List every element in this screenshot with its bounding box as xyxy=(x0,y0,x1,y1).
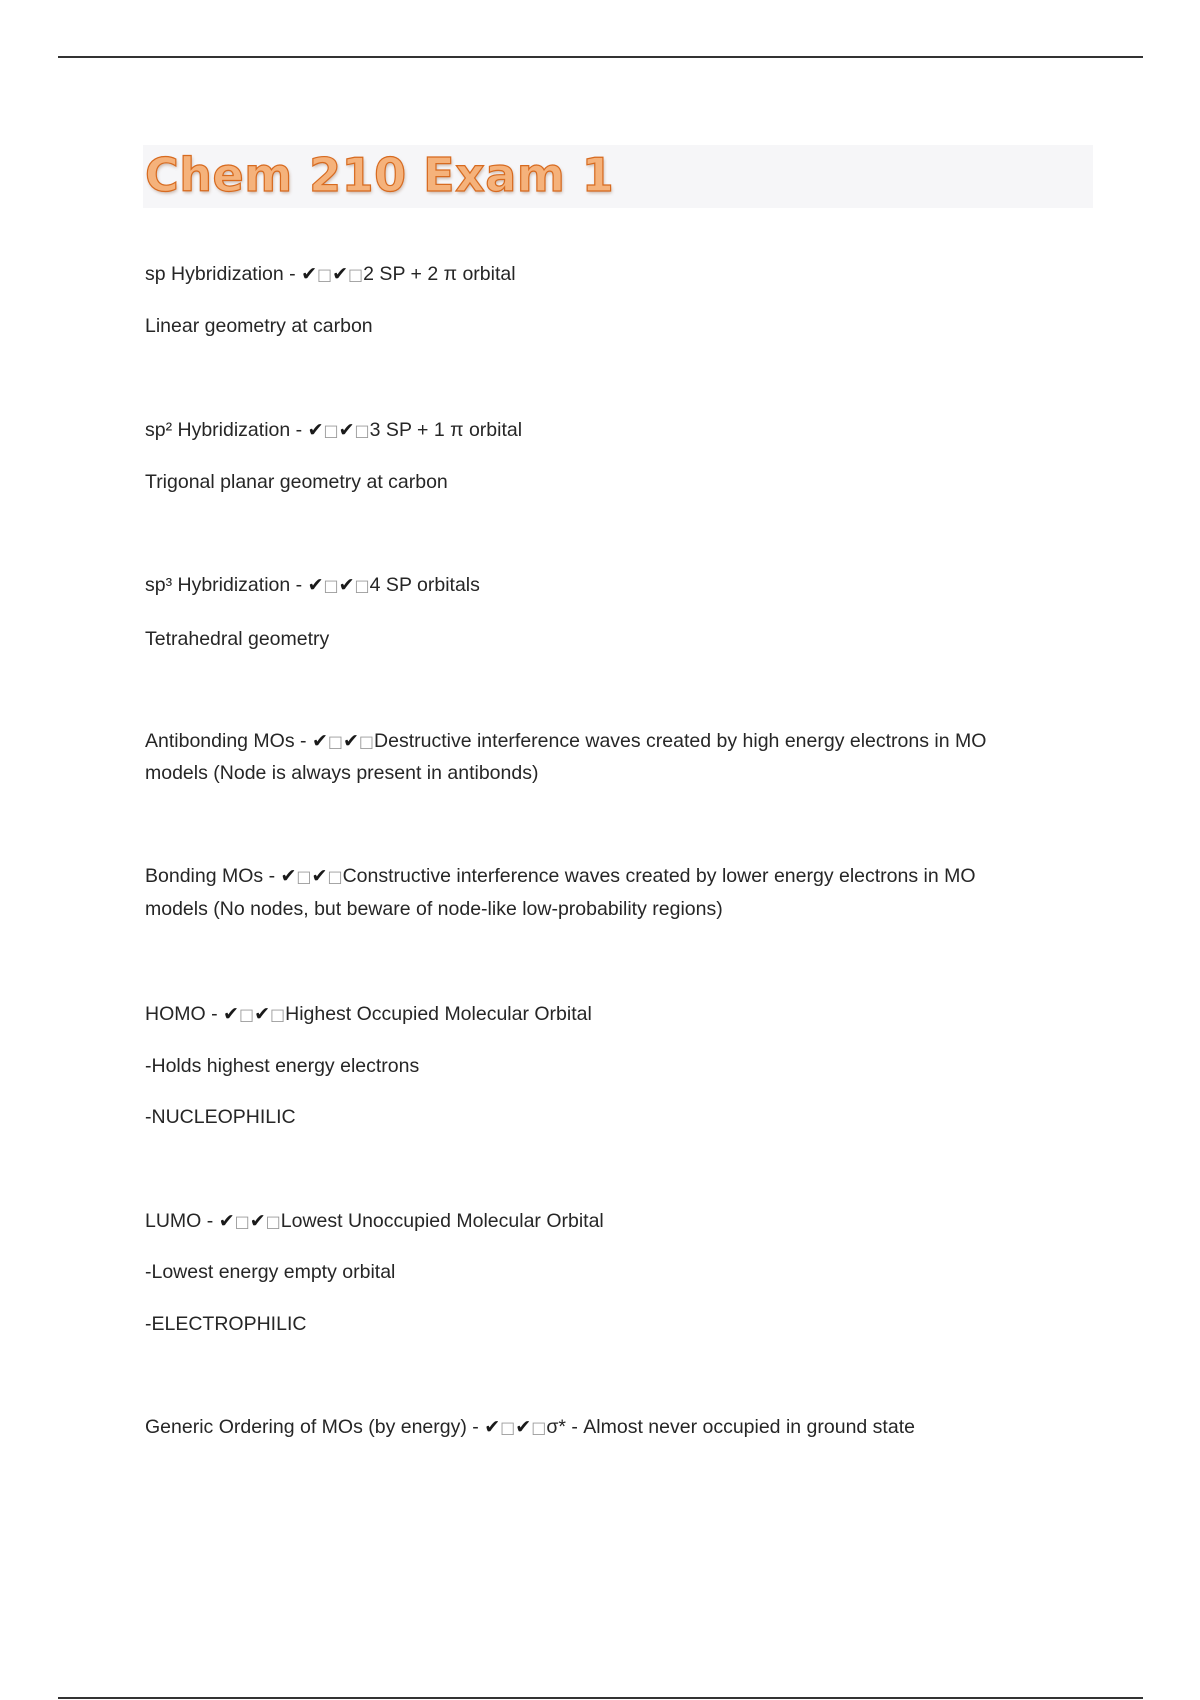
checkmark-icon: ✔ xyxy=(311,730,328,752)
flashcard-term-line xyxy=(145,860,1065,893)
header-rule xyxy=(58,56,1143,58)
checkbox-icon: □ xyxy=(296,867,312,886)
flashcard-answer-line: Tetrahedral geometry xyxy=(145,628,330,650)
flashcard-term: Bonding MOs xyxy=(145,865,264,887)
flashcard-answer-line: -Holds highest energy electrons xyxy=(145,1055,420,1077)
flashcard-separator: - xyxy=(294,730,312,752)
checkmark-icon: ✔ xyxy=(254,1003,270,1025)
checkmark-icon: ✔ xyxy=(332,263,349,285)
flashcard-answer-line: models (Node is always present in antibonds) xyxy=(145,762,539,784)
flashcard-answer: Lowest Unoccupied Molecular Orbital xyxy=(280,1210,604,1232)
flashcard-term: sp Hybridization xyxy=(145,263,284,285)
flashcard-term-line xyxy=(145,998,1065,1031)
checkbox-icon: □ xyxy=(348,265,364,284)
checkmark-icon: ✔ xyxy=(307,574,324,596)
flashcard-term: Antibonding MOs xyxy=(145,730,295,752)
checkbox-icon: □ xyxy=(323,421,339,440)
checkbox-icon: □ xyxy=(354,421,370,440)
flashcard-separator: - xyxy=(201,1210,219,1232)
flashcard-separator: - xyxy=(205,1003,224,1025)
checkbox-icon: □ xyxy=(317,265,333,284)
flashcard-answer: 3 SP + 1 π orbital xyxy=(369,419,523,441)
checkmark-icon: ✔ xyxy=(307,419,324,441)
flashcard-term: sp² Hybridization xyxy=(145,419,291,441)
checkbox-icon: □ xyxy=(327,732,343,751)
flashcard-term-line xyxy=(145,258,1065,291)
flashcard-answer-line: Trigonal planar geometry at carbon xyxy=(145,471,448,493)
flashcard-answer-line: -NUCLEOPHILIC xyxy=(145,1106,296,1128)
checkbox-icon: □ xyxy=(269,1005,286,1024)
checkbox-icon: □ xyxy=(327,867,343,886)
flashcard-answer: Highest Occupied Molecular Orbital xyxy=(285,1003,592,1025)
document-title: Chem 210 Exam 1 xyxy=(145,148,615,202)
checkbox-icon: □ xyxy=(234,1212,250,1231)
flashcard-term-line xyxy=(145,414,1065,447)
flashcard-term-line xyxy=(145,1205,1065,1238)
flashcard-term-line xyxy=(145,569,1065,602)
checkbox-icon: □ xyxy=(323,576,339,595)
flashcard-term: HOMO xyxy=(145,1003,206,1025)
flashcard-term: Generic Ordering of MOs (by energy) xyxy=(145,1416,467,1438)
checkmark-icon: ✔ xyxy=(484,1416,501,1438)
flashcard-answer: Constructive interference waves created by lower energy electrons in MO xyxy=(342,865,976,887)
flashcard-term-line xyxy=(145,725,1065,758)
flashcard-separator: - xyxy=(290,574,308,596)
footer-rule xyxy=(58,1697,1143,1699)
checkbox-icon: □ xyxy=(358,732,375,751)
checkmark-icon: ✔ xyxy=(249,1210,266,1232)
checkbox-icon: □ xyxy=(238,1005,255,1024)
checkbox-icon: □ xyxy=(354,576,370,595)
flashcard-answer-line: Linear geometry at carbon xyxy=(145,315,373,337)
flashcard-separator: - xyxy=(290,419,308,441)
flashcard-separator: - xyxy=(466,1416,485,1438)
checkmark-icon: ✔ xyxy=(301,263,317,285)
checkbox-icon: □ xyxy=(531,1418,547,1437)
flashcard-answer: Destructive interference waves created by high energy electrons in MO xyxy=(374,730,987,752)
flashcard-answer-line: -Lowest energy empty orbital xyxy=(145,1261,396,1283)
flashcard-answer-line: -ELECTROPHILIC xyxy=(145,1313,307,1335)
flashcard-answer: 2 SP + 2 π orbital xyxy=(363,263,516,285)
checkmark-icon: ✔ xyxy=(338,574,355,596)
checkmark-icon: ✔ xyxy=(515,1416,532,1438)
checkmark-icon: ✔ xyxy=(338,419,355,441)
checkmark-icon: ✔ xyxy=(218,1210,235,1232)
flashcard-answer: σ* - Almost never occupied in ground state xyxy=(546,1416,915,1438)
flashcard-term-line xyxy=(145,1411,1065,1444)
flashcard-answer: 4 SP orbitals xyxy=(369,574,480,596)
checkbox-icon: □ xyxy=(500,1418,516,1437)
checkmark-icon: ✔ xyxy=(223,1003,239,1025)
checkmark-icon: ✔ xyxy=(342,730,359,752)
flashcard-answer-line: models (No nodes, but beware of node-like low-probability regions) xyxy=(145,898,723,920)
checkmark-icon: ✔ xyxy=(311,865,328,887)
checkmark-icon: ✔ xyxy=(280,865,297,887)
flashcard-separator: - xyxy=(283,263,302,285)
flashcard-separator: - xyxy=(263,865,281,887)
flashcard-term: sp³ Hybridization xyxy=(145,574,291,596)
flashcard-term: LUMO xyxy=(145,1210,202,1232)
checkbox-icon: □ xyxy=(265,1212,281,1231)
